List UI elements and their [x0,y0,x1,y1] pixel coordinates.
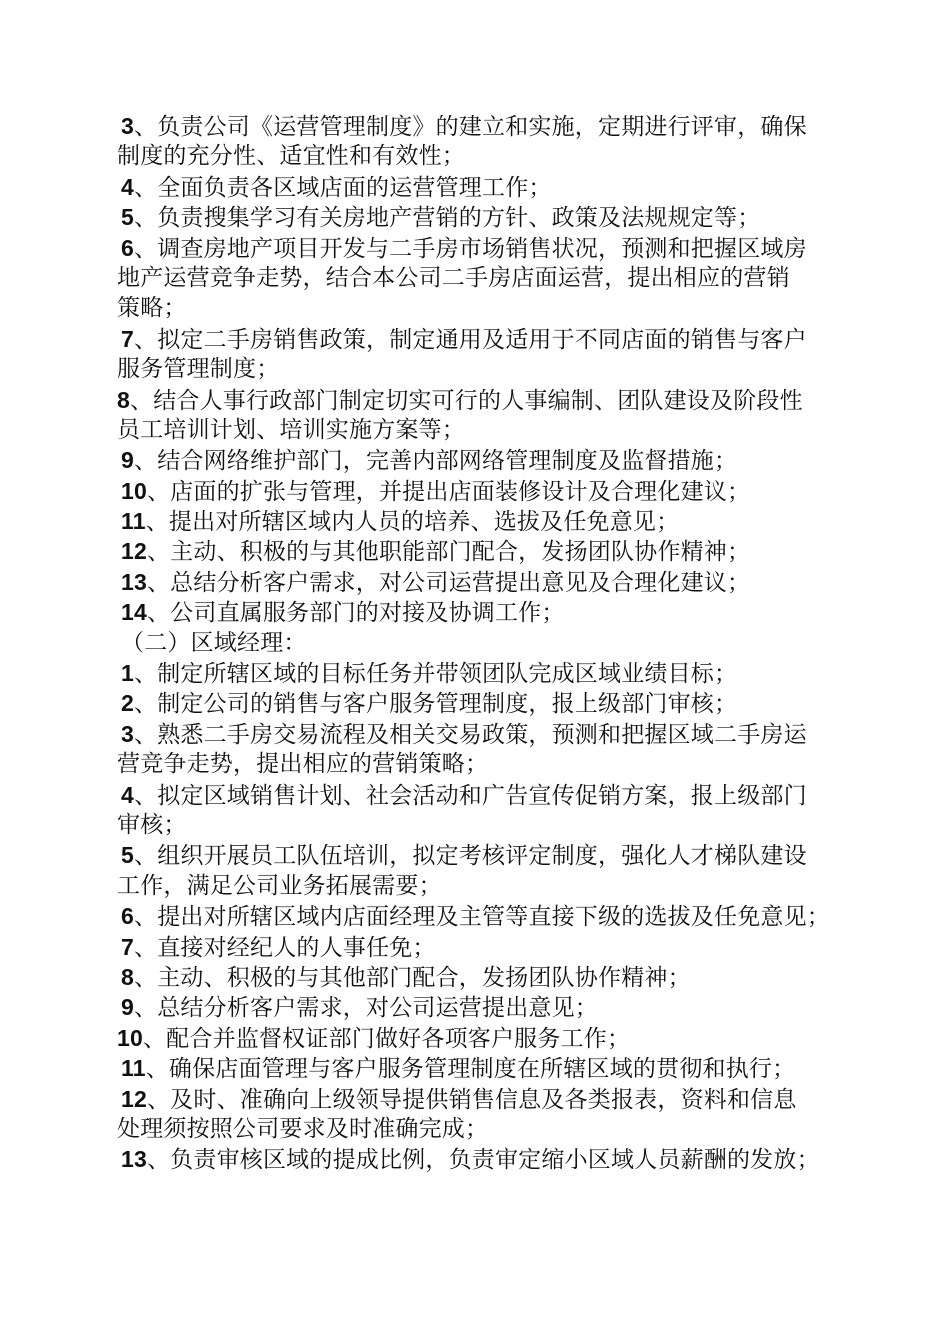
text-line [117,445,857,475]
item-text: 、店面的扩张与管理，并提出店面装修设计及合理化建议； [146,478,751,505]
item-text: 、结合网络维护部门，完善内部网络管理制度及监督措施； [134,448,738,475]
item-text: 审核； [117,811,187,838]
text-line [117,354,857,384]
text-line [117,871,857,901]
text-line [117,293,857,323]
text-line [117,172,857,202]
text-line [117,476,857,506]
item-number: 2 [121,690,134,717]
item-text: 、主动、积极的与其他部门配合，发扬团队协作精神； [134,964,691,991]
text-line [117,932,857,962]
item-text: 、主动、积极的与其他职能部门配合，发扬团队协作精神； [146,539,751,566]
item-text: 、及时、准确向上级领导提供销售信息及各类报表，资料和信息 [146,1086,797,1113]
item-number: 5 [121,842,134,869]
text-line [117,1053,857,1083]
item-text: 营竞争走势，提出相应的营销策略； [117,751,489,778]
text-line [117,263,857,293]
item-text: 地产运营竞争走势，结合本公司二手房店面运营，提出相应的营销 [117,264,790,291]
text-line [117,233,857,263]
item-text: 、调查房地产项目开发与二手房市场销售状况，预测和把握区域房 [134,235,807,262]
item-text: 、组织开展员工队伍培训，拟定考核评定制度，强化人才梯队建设 [134,843,807,870]
item-text: 、全面负责各区域店面的运营管理工作； [134,174,552,201]
item-text: 、制定公司的销售与客户服务管理制度，报上级部门审核； [134,691,738,718]
item-number: 11 [121,508,146,535]
item-text: 、负责审核区域的提成比例，负责审定缩小区域人员薪酬的发放； [146,1147,820,1174]
item-text: 员工培训计划、培训实施方案等； [117,416,465,443]
text-line [117,840,857,870]
item-text: 策略； [117,295,187,322]
item-number: 11 [121,1055,146,1082]
item-number: 13 [121,1146,147,1173]
text-line [117,567,857,597]
item-text: 、总结分析客户需求，对公司运营提出意见及合理化建议； [146,569,751,596]
text-line [117,324,857,354]
text-line [117,688,857,718]
text-line [117,1114,857,1144]
item-number: 9 [121,994,134,1021]
item-text: 、总结分析客户需求，对公司运营提出意见； [134,995,598,1022]
item-number: 6 [121,903,134,930]
item-number: 7 [121,933,134,960]
item-number: 8 [121,963,134,990]
item-number: 3 [121,720,134,747]
text-line [117,780,857,810]
text-line [117,597,857,627]
item-text: 、结合人事行政部门制定切实可行的人事编制、团队建设及阶段性 [130,387,803,414]
text-line [117,962,857,992]
item-number: 13 [121,568,147,595]
item-number: 12 [121,538,147,565]
text-line [117,536,857,566]
item-text: 、提出对所辖区域内人员的培养、选拔及任免意见； [145,509,680,536]
item-text: 、公司直属服务部门的对接及协调工作； [146,600,565,627]
item-text: （二）区域经理： [121,629,307,656]
text-line [117,628,857,658]
text-line [117,385,857,415]
item-number: 5 [121,204,134,231]
item-text: 、负责搜集学习有关房地产营销的方针、政策及法规规定等； [134,205,761,232]
item-text: 、制定所辖区域的目标任务并带领团队完成区域业绩目标； [134,661,738,688]
item-number: 3 [121,113,134,139]
item-number: 4 [121,173,134,200]
text-line [117,1084,857,1114]
item-text: 、配合并监督权证部门做好各项客户服务工作； [142,1025,631,1052]
text-line [117,658,857,688]
text-line [117,749,857,779]
item-text: 、直接对经纪人的人事任免； [134,934,436,961]
item-text: 工作，满足公司业务拓展需要； [117,872,442,899]
text-line [117,202,857,232]
item-number: 14 [121,599,147,626]
text-line [117,1023,857,1053]
text-line [117,719,857,749]
item-text: 、拟定区域销售计划、社会活动和广告宣传促销方案，报上级部门 [134,782,807,809]
item-number: 8 [117,386,130,413]
item-number: 9 [121,447,134,474]
item-number: 10 [117,1024,143,1051]
document-body [117,111,857,1175]
text-line [117,141,857,171]
item-text: 、确保店面管理与客户服务管理制度在所辖区域的贯彻和执行； [145,1056,796,1083]
item-text: 、提出对所辖区域内店面经理及主管等直接下级的选拔及任免意见； [134,904,830,931]
item-number: 4 [121,781,134,808]
item-number: 12 [121,1085,147,1112]
item-number: 6 [121,234,134,261]
item-number: 7 [121,325,134,352]
text-line [117,415,857,445]
item-text: 处理须按照公司要求及时准确完成； [117,1115,489,1142]
item-number: 10 [121,477,147,504]
text-line [117,1144,857,1174]
text-line [117,992,857,1022]
item-text: 、拟定二手房销售政策，制定通用及适用于不同店面的销售与客户 [134,326,807,353]
text-line [117,901,857,931]
text-line [117,111,857,141]
text-line [117,810,857,840]
item-text: 制度的充分性、适宜性和有效性； [117,143,465,170]
item-text: 服务管理制度； [117,356,280,383]
item-text: 、负责公司《运营管理制度》的建立和实施，定期进行评审，确保 [134,114,807,140]
item-text: 、熟悉二手房交易流程及相关交易政策，预测和把握区域二手房运 [134,721,807,748]
item-number: 1 [121,660,134,687]
text-line [117,506,857,536]
